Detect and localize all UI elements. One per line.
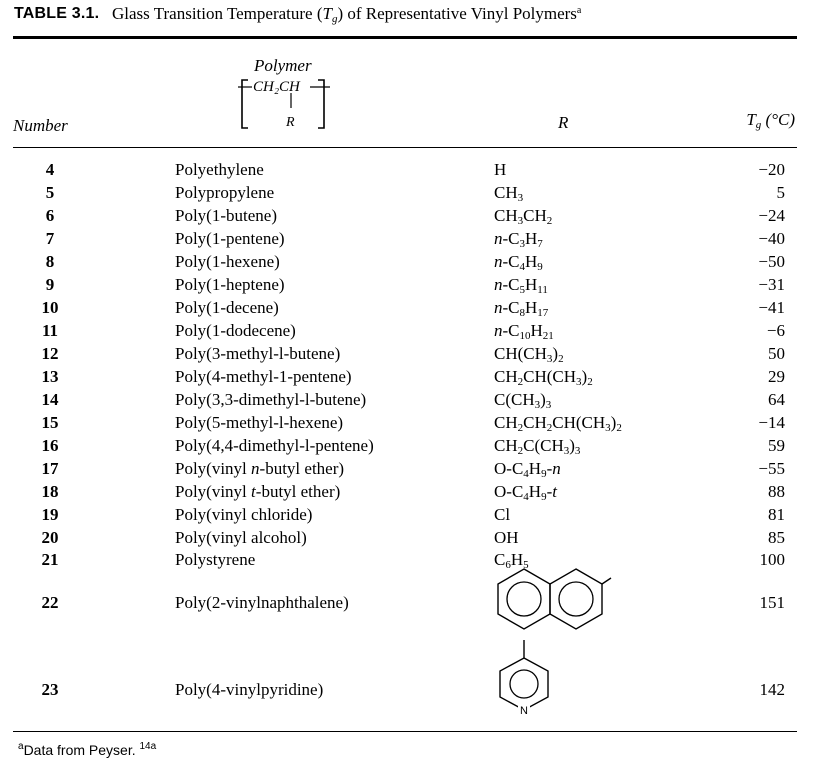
row-number: 9 [45, 275, 55, 294]
row-polymer: Poly(1-heptene) [175, 275, 285, 294]
row-tg: −55 [758, 459, 785, 478]
row-r-group: $n-C_{10}H_{21}$ [494, 321, 554, 342]
row-number: 15 [41, 413, 59, 432]
row-number: 6 [45, 206, 55, 225]
row-polymer: Polyethylene [175, 160, 264, 179]
row-r-group: $CH_3$ [494, 183, 524, 204]
naphthyl-structure [494, 566, 612, 632]
header-rule [13, 147, 797, 148]
row-polymer: Poly(5-methyl-l-hexene) [175, 413, 344, 432]
row-tg: 85 [768, 528, 785, 547]
row-number: 12 [41, 344, 59, 363]
row-r-group: $n-C_5H_{11}$ [494, 275, 548, 296]
row-tg: −20 [758, 160, 785, 179]
row-r-group: OH [494, 528, 519, 547]
row-polymer: Poly(vinyl n-butyl ether) [175, 459, 345, 478]
row-number: 10 [41, 298, 59, 317]
row-polymer: Poly(vinyl alcohol) [175, 528, 307, 547]
row-polymer: Poly(4-vinylpyridine) [175, 680, 324, 699]
row-tg: −41 [758, 298, 785, 317]
row-polymer: Poly(vinyl chloride) [175, 505, 313, 524]
top-rule [13, 36, 797, 39]
row-r-group: $O-C_4H_9-t$ [494, 482, 557, 503]
row-r-group: Cl [494, 505, 511, 524]
row-tg: −50 [758, 252, 785, 271]
structure-r: R [286, 115, 295, 130]
row-r-group: $n-C_3H_7$ [494, 229, 543, 250]
row-number: 7 [45, 229, 55, 248]
row-polymer: Poly(3-methyl-l-butene) [175, 344, 341, 363]
row-tg: −24 [758, 206, 785, 225]
row-number: 14 [41, 390, 59, 409]
row-number: 18 [41, 482, 59, 501]
row-number: 4 [45, 160, 55, 179]
row-r-group: $CH_2CH_2CH(CH_3)_2$ [494, 413, 622, 434]
row-polymer: Poly(vinyl t-butyl ether) [175, 482, 341, 501]
pyridyl-structure [496, 640, 552, 716]
row-tg: 100 [759, 550, 785, 569]
row-number: 5 [45, 183, 55, 202]
row-number: 8 [45, 252, 55, 271]
row-r-group: $CH(CH_3)_2$ [494, 344, 564, 365]
row-polymer: Poly(1-dodecene) [175, 321, 296, 340]
row-number: 16 [41, 436, 59, 455]
header-number: Number [13, 116, 68, 135]
row-r-group: H [494, 160, 507, 179]
row-polymer: Polystyrene [175, 550, 256, 569]
row-r-group: $CH_2C(CH_3)_3$ [494, 436, 581, 457]
structure-top: CH₂CH [253, 79, 300, 95]
repeat-unit-structure [238, 76, 334, 134]
row-polymer: Polypropylene [175, 183, 275, 202]
row-r-group: $C(CH_3)_3$ [494, 390, 552, 411]
row-r-group: $CH_2CH(CH_3)_2$ [494, 367, 593, 388]
row-tg: 59 [768, 436, 785, 455]
bottom-rule [13, 731, 797, 732]
row-tg: 5 [776, 183, 785, 202]
row-polymer: Poly(3,3-dimethyl-l-butene) [175, 390, 367, 409]
footnote: $^a$Data from Peyser. $^{14a}$ [18, 741, 157, 758]
row-tg: −6 [766, 321, 785, 340]
row-number: 11 [41, 321, 59, 340]
row-polymer: Poly(1-pentene) [175, 229, 285, 248]
row-polymer: Poly(2-vinylnaphthalene) [175, 593, 349, 612]
row-r-group: $O-C_4H_9-n$ [494, 459, 561, 480]
row-tg: −14 [758, 413, 785, 432]
row-r-group: $CH_3CH_2$ [494, 206, 553, 227]
row-r-group: $n-C_4H_9$ [494, 252, 543, 273]
row-tg: −40 [758, 229, 785, 248]
header-polymer: Polymer [254, 56, 312, 75]
row-number: 21 [41, 550, 59, 569]
pyridine-n-atom: N [520, 705, 528, 716]
row-polymer: Poly(4,4-dimethyl-l-pentene) [175, 436, 374, 455]
row-tg: 29 [768, 367, 785, 386]
row-number: 22 [41, 593, 59, 612]
header-tg: $T_g$ (°C) [746, 110, 795, 131]
row-number: 20 [41, 528, 59, 547]
header-r: R [558, 113, 569, 132]
row-polymer: Poly(1-butene) [175, 206, 277, 225]
row-number: 23 [41, 680, 59, 699]
row-number: 19 [41, 505, 59, 524]
table-label: TABLE 3.1. [14, 5, 100, 22]
row-number: 17 [41, 459, 59, 478]
row-polymer: Poly(4-methyl-1-pentene) [175, 367, 352, 386]
row-r-group: $C_6H_5$ [494, 550, 529, 571]
row-polymer: Poly(1-hexene) [175, 252, 280, 271]
row-number: 13 [41, 367, 59, 386]
row-tg: 142 [759, 680, 785, 699]
table-title: Glass Transition Temperature $(T_g)$ of Representative Vinyl Polymers$^a$ [112, 4, 582, 25]
row-polymer: Poly(1-decene) [175, 298, 279, 317]
row-tg: 151 [759, 593, 785, 612]
row-tg: 88 [768, 482, 785, 501]
row-r-group: $n-C_8H_{17}$ [494, 298, 549, 319]
row-tg: −31 [758, 275, 785, 294]
row-tg: 64 [768, 390, 785, 409]
row-tg: 81 [768, 505, 785, 524]
row-tg: 50 [768, 344, 785, 363]
